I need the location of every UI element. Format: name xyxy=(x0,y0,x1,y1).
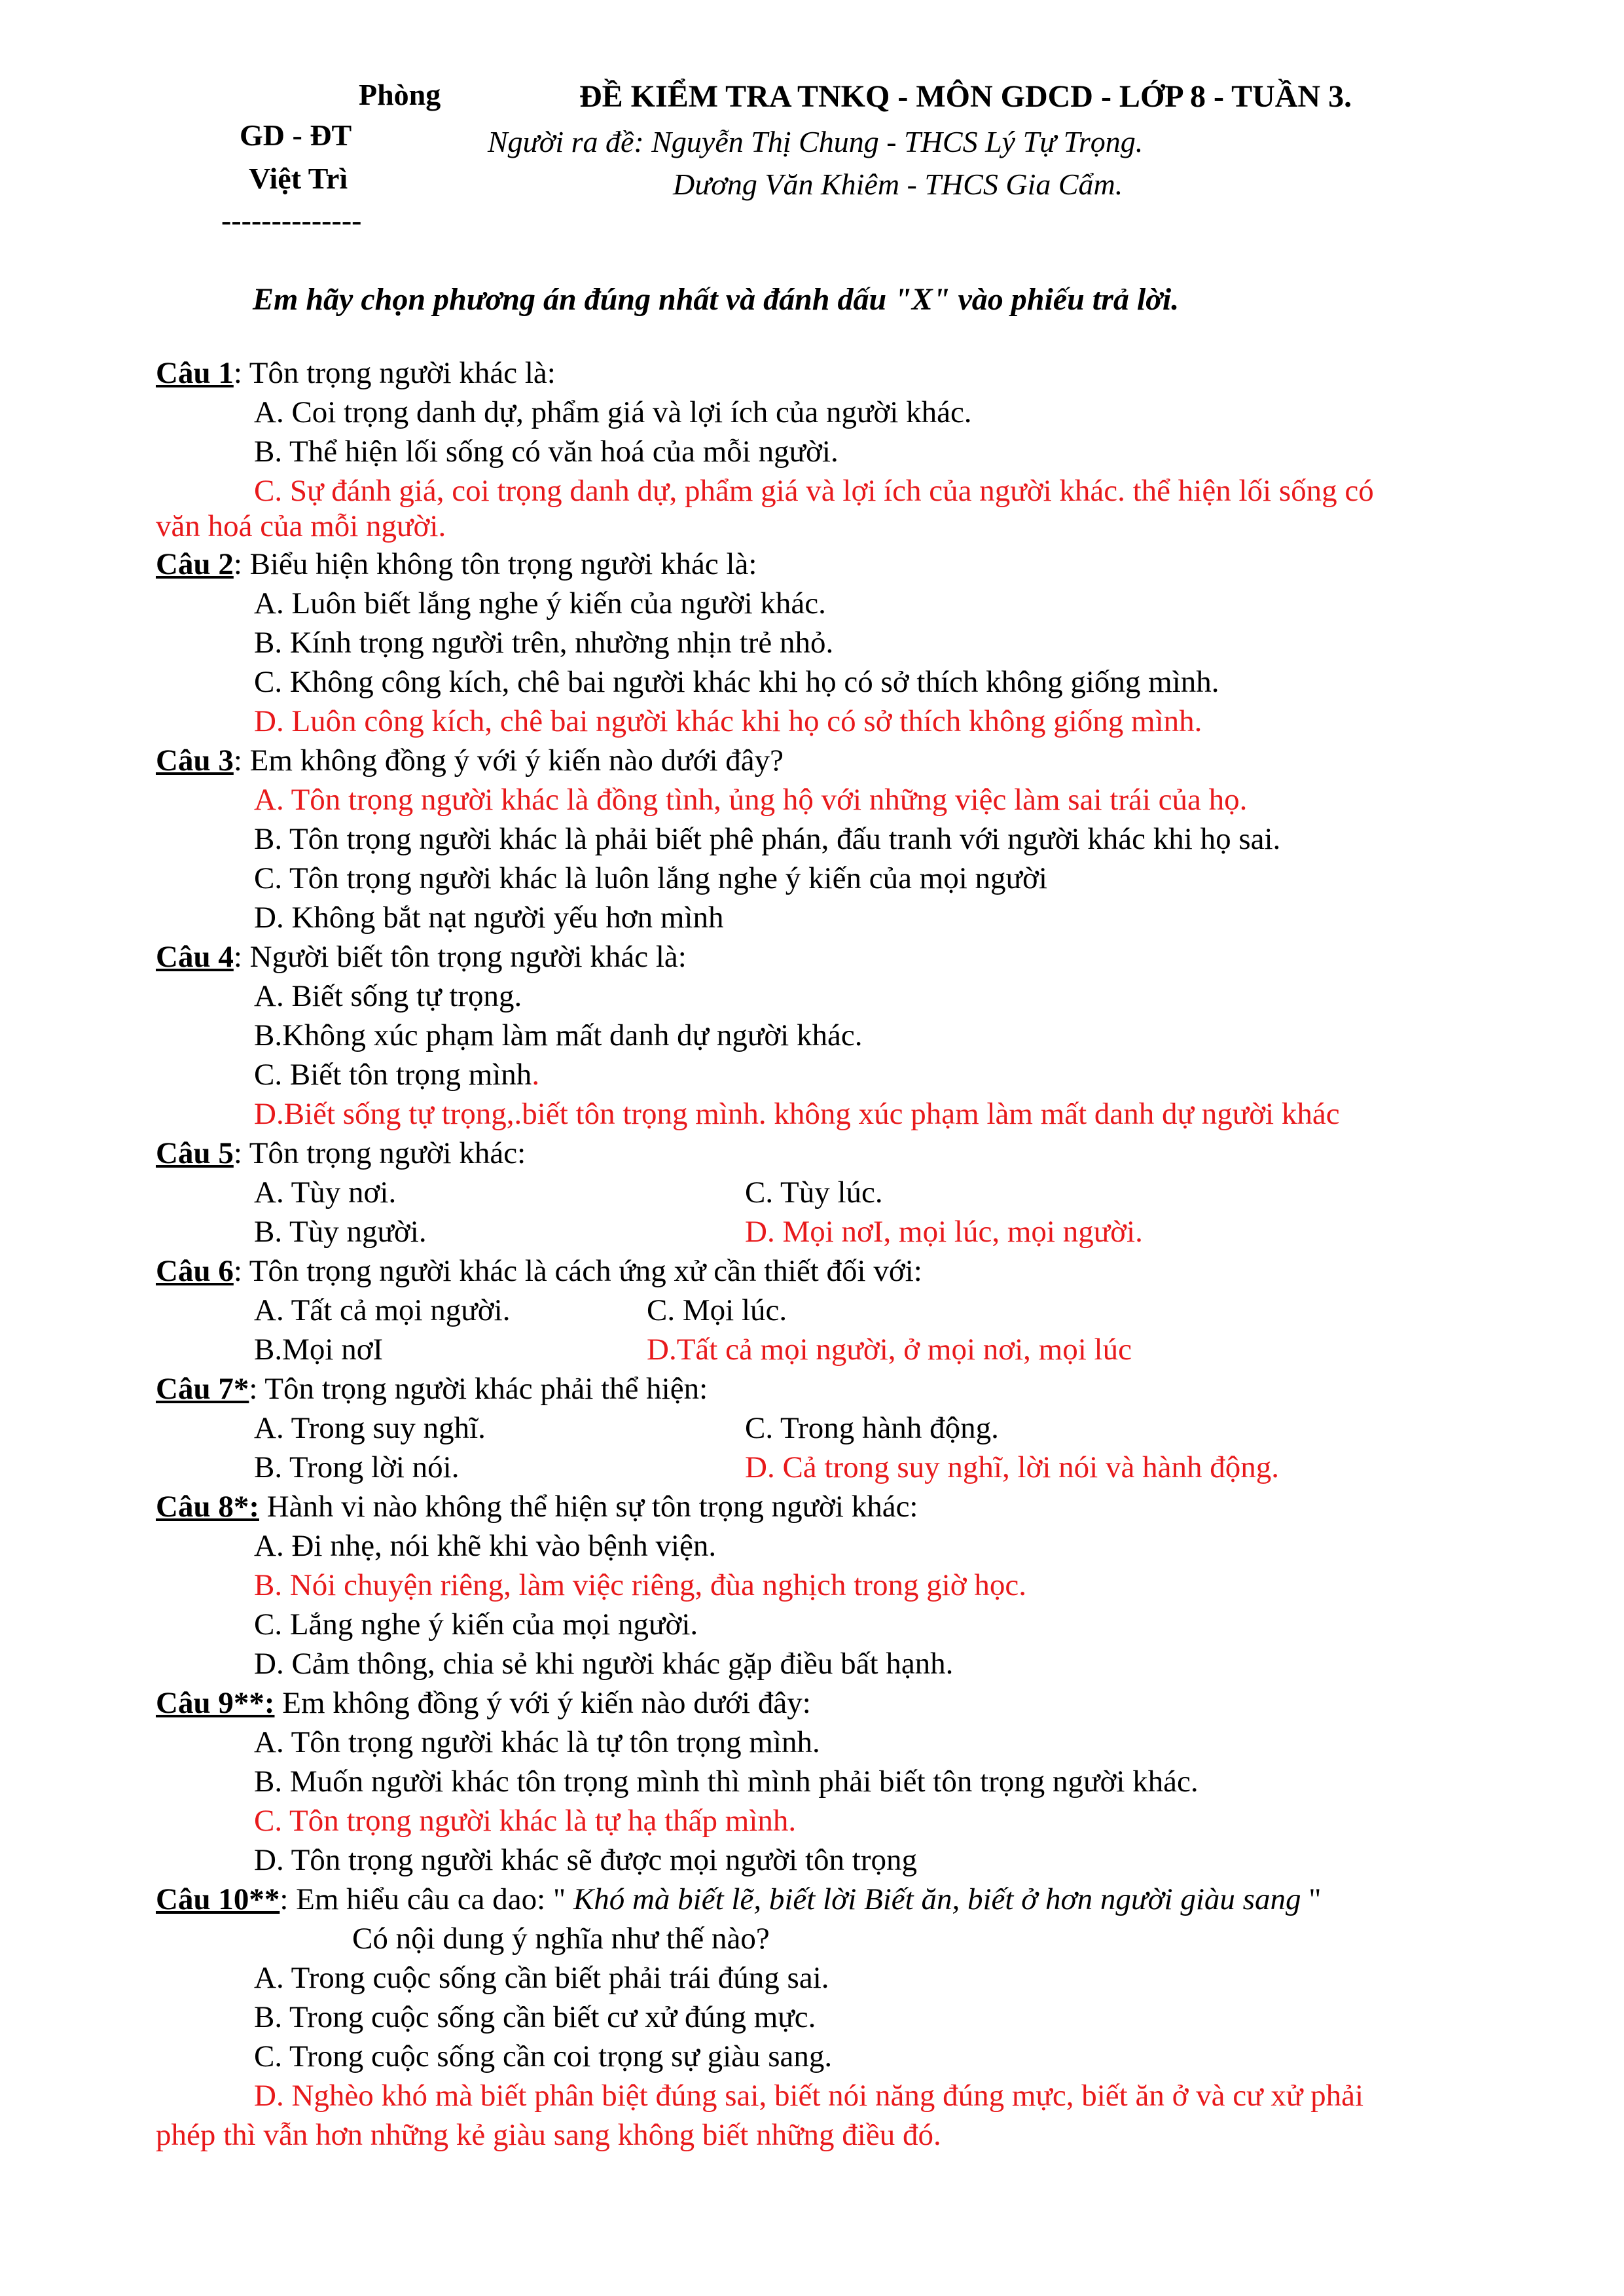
option-c-period: . xyxy=(532,1058,540,1092)
question-text: : Biểu hiện không tôn trọng người khác là: xyxy=(233,547,757,581)
option-c: C. Lắng nghe ý kiến của mọi người. xyxy=(254,1607,698,1641)
option-c-correct: C. Sự đánh giá, coi trọng danh dự, phẩm giá và lợi ích của người khác. thể hiện lối sống có xyxy=(254,474,1374,508)
question-text: : Tôn trọng người khác là cách ứng xử cần thiết đối với: xyxy=(233,1254,922,1288)
question-4 xyxy=(156,937,1570,977)
option-b: B.Không xúc phạm làm mất danh dự người khác. xyxy=(254,1018,863,1052)
option-a: A. Biết sống tự trọng. xyxy=(254,979,522,1013)
option-a: A. Tùy nơi. xyxy=(254,1175,397,1210)
proverb-quote: Khó mà biết lẽ, biết lời Biết ăn, biết ở hơn người giàu sang xyxy=(573,1882,1301,1916)
question-6 xyxy=(156,1251,1570,1291)
question-10 xyxy=(156,1880,1570,1919)
question-label: Câu 2 xyxy=(156,547,234,581)
question-text-end: " xyxy=(1301,1882,1322,1916)
question-text: : Tôn trọng người khác: xyxy=(233,1136,526,1170)
option-row xyxy=(156,1330,1570,1369)
question-text: : Người biết tôn trọng người khác là: xyxy=(233,940,687,974)
question-label: Câu 5 xyxy=(156,1136,234,1170)
question-1 xyxy=(156,353,1570,393)
dept-line-3: Việt Trì xyxy=(249,162,348,195)
option-row xyxy=(156,1173,1570,1212)
option-row xyxy=(156,1291,1570,1330)
option-d-correct: D. Luôn công kích, chê bai người khác khi họ có sở thích không giống mình. xyxy=(254,704,1202,738)
question-text: : Em không đồng ý với ý kiến nào dưới đây? xyxy=(233,744,784,778)
question-text: Hành vi nào không thể hiện sự tôn trọng người khác: xyxy=(259,1490,918,1524)
dept-line-2: GD - ĐT xyxy=(240,118,352,152)
option-b: B.Mọi nơI xyxy=(254,1333,384,1367)
option-c-text: C. Biết tôn trọng mình xyxy=(254,1058,532,1092)
dept-line-1: Phòng xyxy=(359,78,441,111)
option-a: A. Đi nhẹ, nói khẽ khi vào bệnh viện. xyxy=(254,1529,717,1563)
option-c: C. Không công kích, chê bai người khác khi họ có sở thích không giống mình. xyxy=(254,665,1219,699)
option-b-correct: B. Nói chuyện riêng, làm việc riêng, đùa nghịch trong giờ học. xyxy=(254,1568,1026,1602)
option-c: C. Trong hành động. xyxy=(745,1411,999,1445)
question-label: Câu 10** xyxy=(156,1882,280,1916)
question-label: Câu 3 xyxy=(156,744,234,778)
page-title: ĐỀ KIỂM TRA TNKQ - MÔN GDCD - LỚP 8 - TUẦN 3. xyxy=(579,79,1352,114)
option-d: D. Cảm thông, chia sẻ khi người khác gặp điều bất hạnh. xyxy=(254,1647,954,1681)
option-a: A. Luôn biết lắng nghe ý kiến của người khác. xyxy=(254,586,826,620)
question-text: : Tôn trọng người khác là: xyxy=(233,356,556,390)
question-text: : Tôn trọng người khác phải thể hiện: xyxy=(249,1372,708,1406)
option-d-correct: D.Biết sống tự trọng,.biết tôn trọng mình. không xúc phạm làm mất danh dự người khác xyxy=(254,1097,1340,1131)
question-3 xyxy=(156,741,1570,780)
question-label: Câu 4 xyxy=(156,940,234,974)
option-c-continued: văn hoá của mỗi người. xyxy=(156,509,446,543)
option-a: A. Coi trọng danh dự, phẩm giá và lợi ích của người khác. xyxy=(254,395,972,429)
option-a: A. Tất cả mọi người. xyxy=(254,1293,511,1327)
option-c: C. Mọi lúc. xyxy=(647,1293,787,1327)
option-b: B. Trong lời nói. xyxy=(254,1450,460,1484)
instruction: Em hãy chọn phương án đúng nhất và đánh dấu "X" vào phiếu trả lời. xyxy=(253,282,1180,317)
question-8 xyxy=(156,1487,1570,1526)
option-a: A. Trong cuộc sống cần biết phải trái đúng sai. xyxy=(254,1961,829,1995)
question-7 xyxy=(156,1369,1570,1408)
option-b: B. Tùy người. xyxy=(254,1215,427,1249)
option-d-correct: D. Cả trong suy nghĩ, lời nói và hành động. xyxy=(745,1450,1279,1484)
question-5 xyxy=(156,1134,1570,1173)
option-row xyxy=(156,1448,1570,1487)
option-a: A. Trong suy nghĩ. xyxy=(254,1411,486,1445)
question-text: Em không đồng ý với ý kiến nào dưới đây: xyxy=(274,1686,811,1720)
option-c: C. Tùy lúc. xyxy=(745,1175,883,1210)
option-b: B. Kính trọng người trên, nhường nhịn trẻ nhỏ. xyxy=(254,626,834,660)
option-c xyxy=(156,1055,1570,1094)
option-d-correct: D. Nghèo khó mà biết phân biệt đúng sai, biết nói năng đúng mực, biết ăn ở và cư xử phải xyxy=(254,2079,1364,2113)
option-b: B. Muốn người khác tôn trọng mình thì mình phải biết tôn trọng người khác. xyxy=(254,1765,1199,1799)
option-b: B. Tôn trọng người khác là phải biết phê phán, đấu tranh với người khác khi họ sai. xyxy=(254,822,1281,856)
option-c-correct: C. Tôn trọng người khác là tự hạ thấp mình. xyxy=(254,1804,797,1838)
option-c: C. Trong cuộc sống cần coi trọng sự giàu sang. xyxy=(254,2039,833,2073)
question-10-subtext: Có nội dung ý nghĩa như thế nào? xyxy=(352,1922,770,1956)
option-b: B. Trong cuộc sống cần biết cư xử đúng mực. xyxy=(254,2000,816,2034)
option-d: D. Không bắt nạt người yếu hơn mình xyxy=(254,901,724,935)
option-d-continued: phép thì vẫn hơn những kẻ giàu sang không biết những điều đó. xyxy=(156,2118,941,2152)
option-a: A. Tôn trọng người khác là tự tôn trọng mình. xyxy=(254,1725,820,1759)
author-line-2: Dương Văn Khiêm - THCS Gia Cẩm. xyxy=(673,168,1123,201)
option-d-correct: D. Mọi nơI, mọi lúc, mọi người. xyxy=(745,1215,1143,1249)
question-2 xyxy=(156,545,1570,584)
question-label: Câu 1 xyxy=(156,356,234,390)
option-row xyxy=(156,1408,1570,1448)
question-label: Câu 8*: xyxy=(156,1490,259,1524)
dept-rule: -------------- xyxy=(221,204,362,237)
author-line-1: Người ra đề: Nguyễn Thị Chung - THCS Lý Tự Trọng. xyxy=(488,125,1144,158)
option-d-correct: D.Tất cả mọi người, ở mọi nơi, mọi lúc xyxy=(647,1333,1132,1367)
question-label: Câu 6 xyxy=(156,1254,234,1288)
question-label: Câu 9**: xyxy=(156,1686,275,1720)
question-text: : Em hiểu câu ca dao: " xyxy=(280,1882,573,1916)
option-row xyxy=(156,1212,1570,1251)
option-d: D. Tôn trọng người khác sẽ được mọi người tôn trọng xyxy=(254,1843,917,1877)
option-c: C. Tôn trọng người khác là luôn lắng nghe ý kiến của mọi người xyxy=(254,861,1047,895)
option-b: B. Thể hiện lối sống có văn hoá của mỗi người. xyxy=(254,435,839,469)
question-label: Câu 7* xyxy=(156,1372,249,1406)
question-list xyxy=(156,353,1570,2155)
option-a-correct: A. Tôn trọng người khác là đồng tình, ủng hộ với những việc làm sai trái của họ. xyxy=(254,783,1248,817)
question-9 xyxy=(156,1683,1570,1723)
